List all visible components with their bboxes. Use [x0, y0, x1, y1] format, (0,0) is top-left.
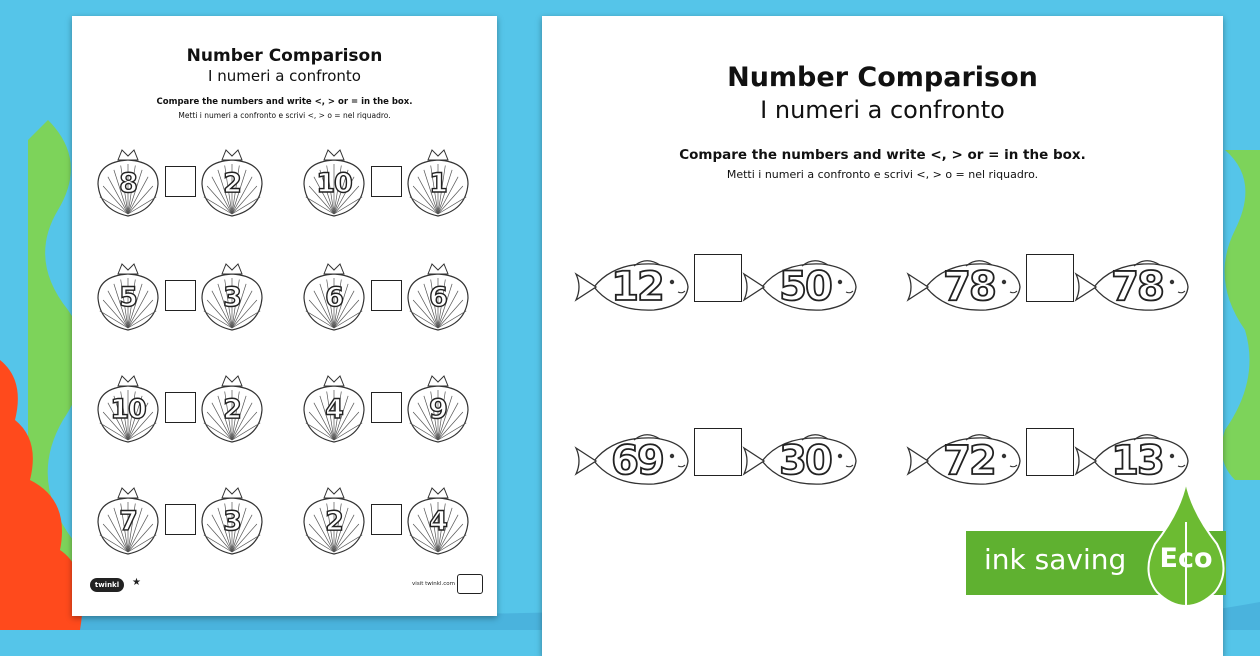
- shell-icon: [200, 148, 264, 220]
- answer-box[interactable]: [165, 166, 196, 197]
- answer-box[interactable]: [1026, 428, 1074, 476]
- shell-icon: [200, 486, 264, 558]
- eco-label: Eco: [1159, 543, 1213, 574]
- instruction-english: Compare the numbers and write <, > or = in the box.: [156, 97, 413, 107]
- left-number: 7: [119, 506, 137, 537]
- fish-icon: [574, 428, 692, 494]
- right-number: 30: [779, 438, 831, 484]
- right-number: 6: [429, 282, 447, 313]
- shell-icon: [302, 486, 366, 558]
- shell-icon: [406, 486, 470, 558]
- fish-icon: [906, 254, 1024, 320]
- right-number: 50: [779, 264, 831, 310]
- left-number: 2: [325, 506, 343, 537]
- fish-icon: [574, 254, 692, 320]
- left-number: 78: [943, 264, 995, 310]
- left-number: 10: [110, 394, 146, 425]
- answer-box[interactable]: [165, 504, 196, 535]
- right-number: 3: [223, 282, 241, 313]
- fish-icon: [742, 428, 860, 494]
- left-number: 12: [611, 264, 663, 310]
- answer-box[interactable]: [694, 428, 742, 476]
- shell-icon: [200, 262, 264, 334]
- fish-icon: [742, 254, 860, 320]
- answer-box[interactable]: [165, 280, 196, 311]
- fish-icon: [906, 428, 1024, 494]
- left-number: 4: [325, 394, 343, 425]
- left-number: 8: [119, 168, 137, 199]
- right-number: 4: [429, 506, 447, 537]
- worksheet-preview-left: [72, 16, 497, 616]
- answer-box[interactable]: [371, 392, 402, 423]
- eco-drop-icon: [1145, 482, 1227, 612]
- footer-url: visit twinkl.com: [412, 581, 455, 587]
- shell-icon: [200, 374, 264, 446]
- shell-icon: [406, 262, 470, 334]
- right-number: 2: [223, 168, 241, 199]
- right-number: 3: [223, 506, 241, 537]
- shell-icon: [406, 148, 470, 220]
- shell-icon: [96, 262, 160, 334]
- shell-icon: [96, 148, 160, 220]
- left-number: 10: [316, 168, 352, 199]
- quality-badge-icon: [457, 574, 483, 594]
- answer-box[interactable]: [371, 280, 402, 311]
- left-number: 72: [943, 438, 995, 484]
- worksheet-title: Number Comparison: [186, 46, 383, 66]
- right-number: 13: [1111, 438, 1163, 484]
- instruction-italian: Metti i numeri a confronto e scrivi <, > o = nel riquadro.: [178, 111, 391, 120]
- ink-saving-label: ink saving: [984, 543, 1127, 576]
- right-number: 2: [223, 394, 241, 425]
- answer-box[interactable]: [371, 504, 402, 535]
- shell-icon: [406, 374, 470, 446]
- answer-box[interactable]: [165, 392, 196, 423]
- left-number: 5: [119, 282, 137, 313]
- shell-icon: [96, 374, 160, 446]
- left-number: 69: [611, 438, 663, 484]
- right-number: 9: [429, 394, 447, 425]
- worksheet-subtitle: I numeri a confronto: [208, 67, 361, 85]
- answer-box[interactable]: [371, 166, 402, 197]
- left-number: 6: [325, 282, 343, 313]
- shell-icon: [302, 374, 366, 446]
- answer-box[interactable]: [1026, 254, 1074, 302]
- twinkl-logo: twinkl: [90, 578, 124, 592]
- right-number: 78: [1111, 264, 1163, 310]
- shell-icon: [302, 262, 366, 334]
- right-number: 1: [429, 168, 447, 199]
- worksheet-title: Number Comparison: [727, 62, 1038, 93]
- star-icon: ★: [132, 577, 141, 588]
- instruction-italian: Metti i numeri a confronto e scrivi <, > o = nel riquadro.: [726, 168, 1039, 181]
- answer-box[interactable]: [694, 254, 742, 302]
- worksheet-subtitle: I numeri a confronto: [760, 96, 1005, 124]
- shell-icon: [302, 148, 366, 220]
- instruction-english: Compare the numbers and write <, > or = in the box.: [679, 147, 1086, 163]
- fish-icon: [1074, 254, 1192, 320]
- shell-icon: [96, 486, 160, 558]
